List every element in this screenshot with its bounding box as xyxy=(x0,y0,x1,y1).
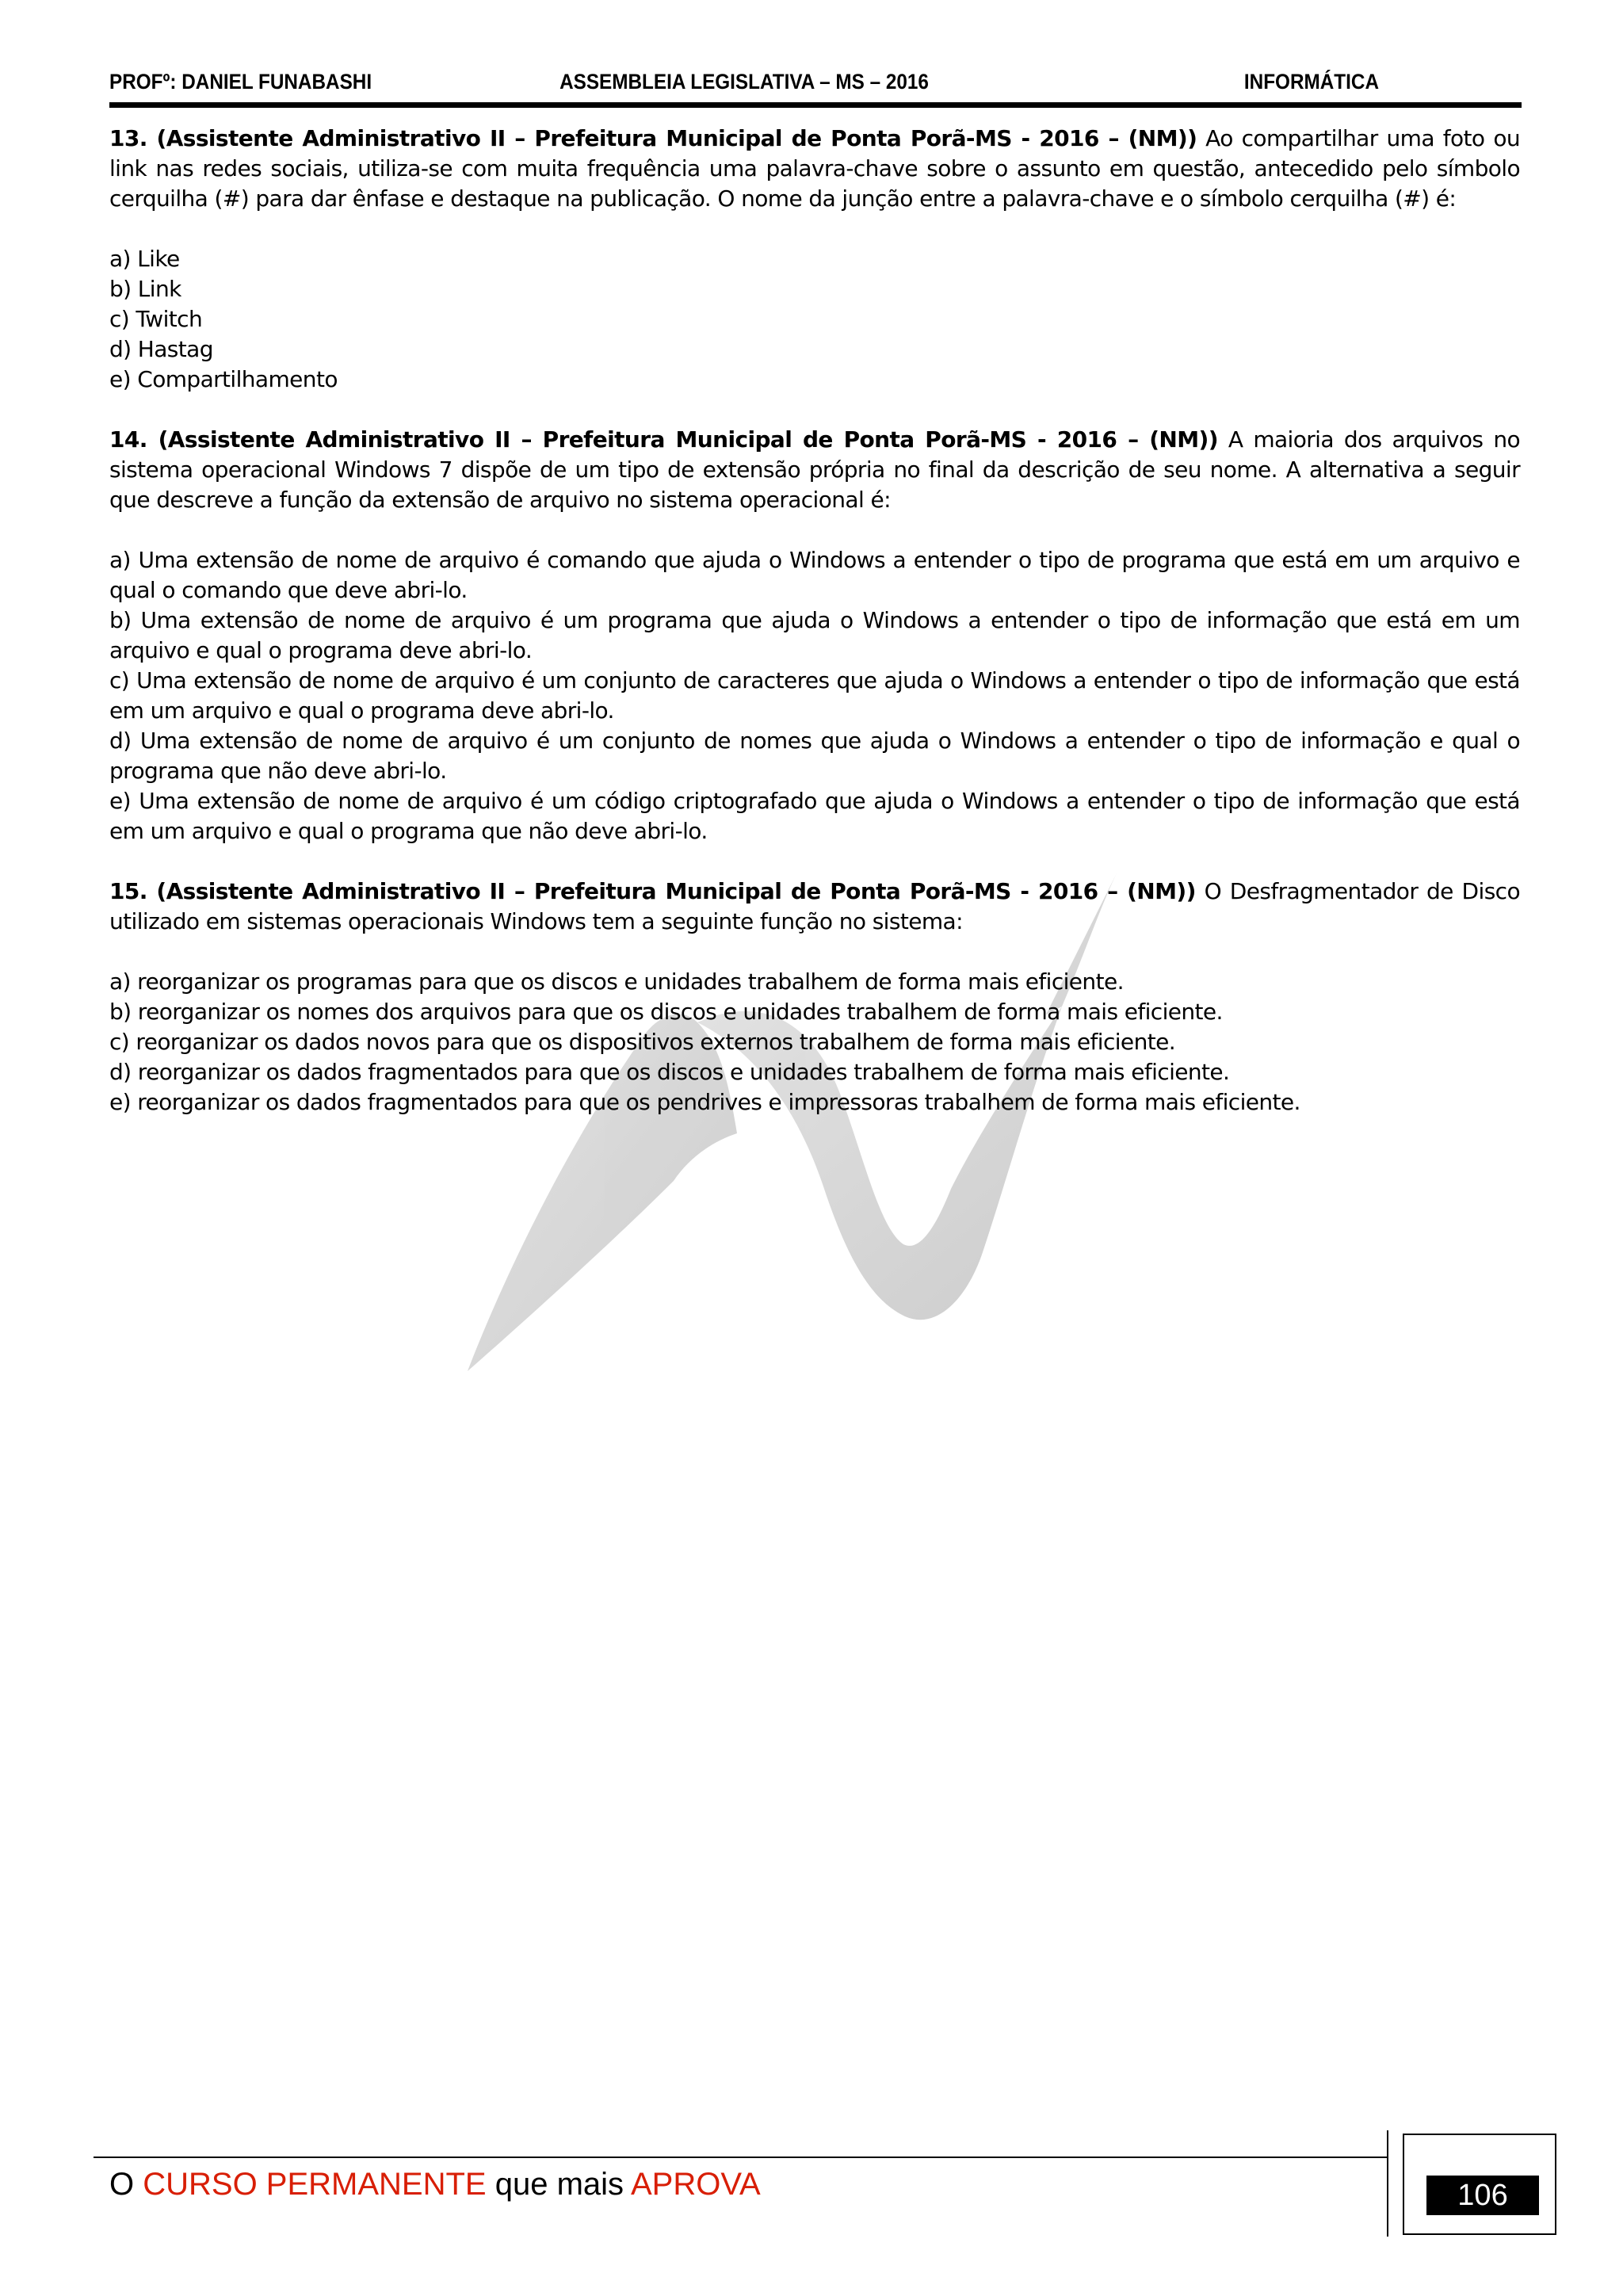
question-text: Ao compartilhar uma foto ou link nas redes sociais, utiliza-se com muita frequência uma palavra-chave sobre o assunto em questão, antecedido pelo símbolo cerquilha (#) para dar ênfase e destaque na publicação. O nome da junção entre a palavra-chave e o símbolo cerquilha (#) é: xyxy=(109,125,1520,212)
option-c: c) Twitch xyxy=(109,306,203,332)
footer-divider xyxy=(1387,2130,1388,2237)
question-reference: 15. (Assistente Administrativo II – Prefeitura Municipal de Ponta Porã-MS - 2016 – (NM)) xyxy=(109,878,1196,904)
header-subject: INFORMÁTICA xyxy=(1243,70,1379,94)
question-reference: 14. (Assistente Administrativo II – Prefeitura Municipal de Ponta Porã-MS - 2016 – (NM)) xyxy=(109,426,1218,453)
option-d: d) Uma extensão de nome de arquivo é um conjunto de nomes que ajuda o Windows a entender o tipo de informação e qual o programa que não deve abri-lo. xyxy=(109,728,1520,784)
option-e: e) Compartilhamento xyxy=(109,366,338,392)
option-c: c) reorganizar os dados novos para que os dispositivos externos trabalhem de forma mais eficiente. xyxy=(109,1029,1176,1055)
questions-content xyxy=(109,124,1520,1148)
question-stem xyxy=(109,877,1520,937)
option-a: a) reorganizar os programas para que os discos e unidades trabalhem de forma mais eficiente. xyxy=(109,968,1124,995)
slogan-part: O xyxy=(109,2167,143,2202)
question-stem xyxy=(109,425,1520,515)
header-rule xyxy=(109,102,1522,108)
option-d: d) Hastag xyxy=(109,336,213,362)
option-b: b) reorganizar os nomes dos arquivos para que os discos e unidades trabalhem de forma mais eficiente. xyxy=(109,999,1223,1025)
question-reference: 13. (Assistente Administrativo II – Prefeitura Municipal de Ponta Porã-MS - 2016 – (NM)) xyxy=(109,125,1197,151)
question-text: O Desfragmentador de Disco utilizado em sistemas operacionais Windows tem a seguinte função no sistema: xyxy=(109,878,1521,934)
slogan-highlight: APROVA xyxy=(630,2167,761,2202)
question-13 xyxy=(109,124,1520,395)
header-exam: ASSEMBLEIA LEGISLATIVA – MS – 2016 xyxy=(559,70,929,94)
option-a: a) Uma extensão de nome de arquivo é comando que ajuda o Windows a entender o tipo de programa que está em um arquivo e qual o comando que deve abri-lo. xyxy=(109,547,1520,603)
header-professor: PROFº: DANIEL FUNABASHI xyxy=(109,70,372,94)
option-e: e) reorganizar os dados fragmentados para que os pendrives e impressoras trabalhem de forma mais eficiente. xyxy=(109,1089,1300,1115)
question-stem xyxy=(109,124,1520,214)
page-header xyxy=(109,70,1379,101)
option-b: b) Uma extensão de nome de arquivo é um programa que ajuda o Windows a entender o tipo de informação que está em um arquivo e qual o programa deve abri-lo. xyxy=(109,607,1520,663)
option-a: a) Like xyxy=(109,246,180,272)
option-c: c) Uma extensão de nome de arquivo é um conjunto de caracteres que ajuda o Windows a entender o tipo de informação que está em um arquivo e qual o programa deve abri-lo. xyxy=(109,667,1520,724)
page-number: 106 xyxy=(1426,2176,1539,2215)
option-e: e) Uma extensão de nome de arquivo é um código criptografado que ajuda o Windows a entender o tipo de informação que está em um arquivo e qual o programa que não deve abri-lo. xyxy=(109,788,1520,844)
slogan-highlight: CURSO PERMANENTE xyxy=(143,2167,487,2202)
footer-slogan xyxy=(109,2167,761,2202)
question-text: A maioria dos arquivos no sistema operacional Windows 7 dispõe de um tipo de extensão própria no final da descrição de seu nome. A alternativa a seguir que descreve a função da extensão de arquivo no sistema operacional é: xyxy=(109,426,1521,513)
question-14 xyxy=(109,425,1520,846)
question-15 xyxy=(109,877,1520,1117)
footer-rule xyxy=(94,2157,1387,2158)
option-d: d) reorganizar os dados fragmentados para que os discos e unidades trabalhem de forma mais eficiente. xyxy=(109,1059,1230,1085)
option-b: b) Link xyxy=(109,276,181,302)
slogan-part: que mais xyxy=(486,2167,631,2202)
